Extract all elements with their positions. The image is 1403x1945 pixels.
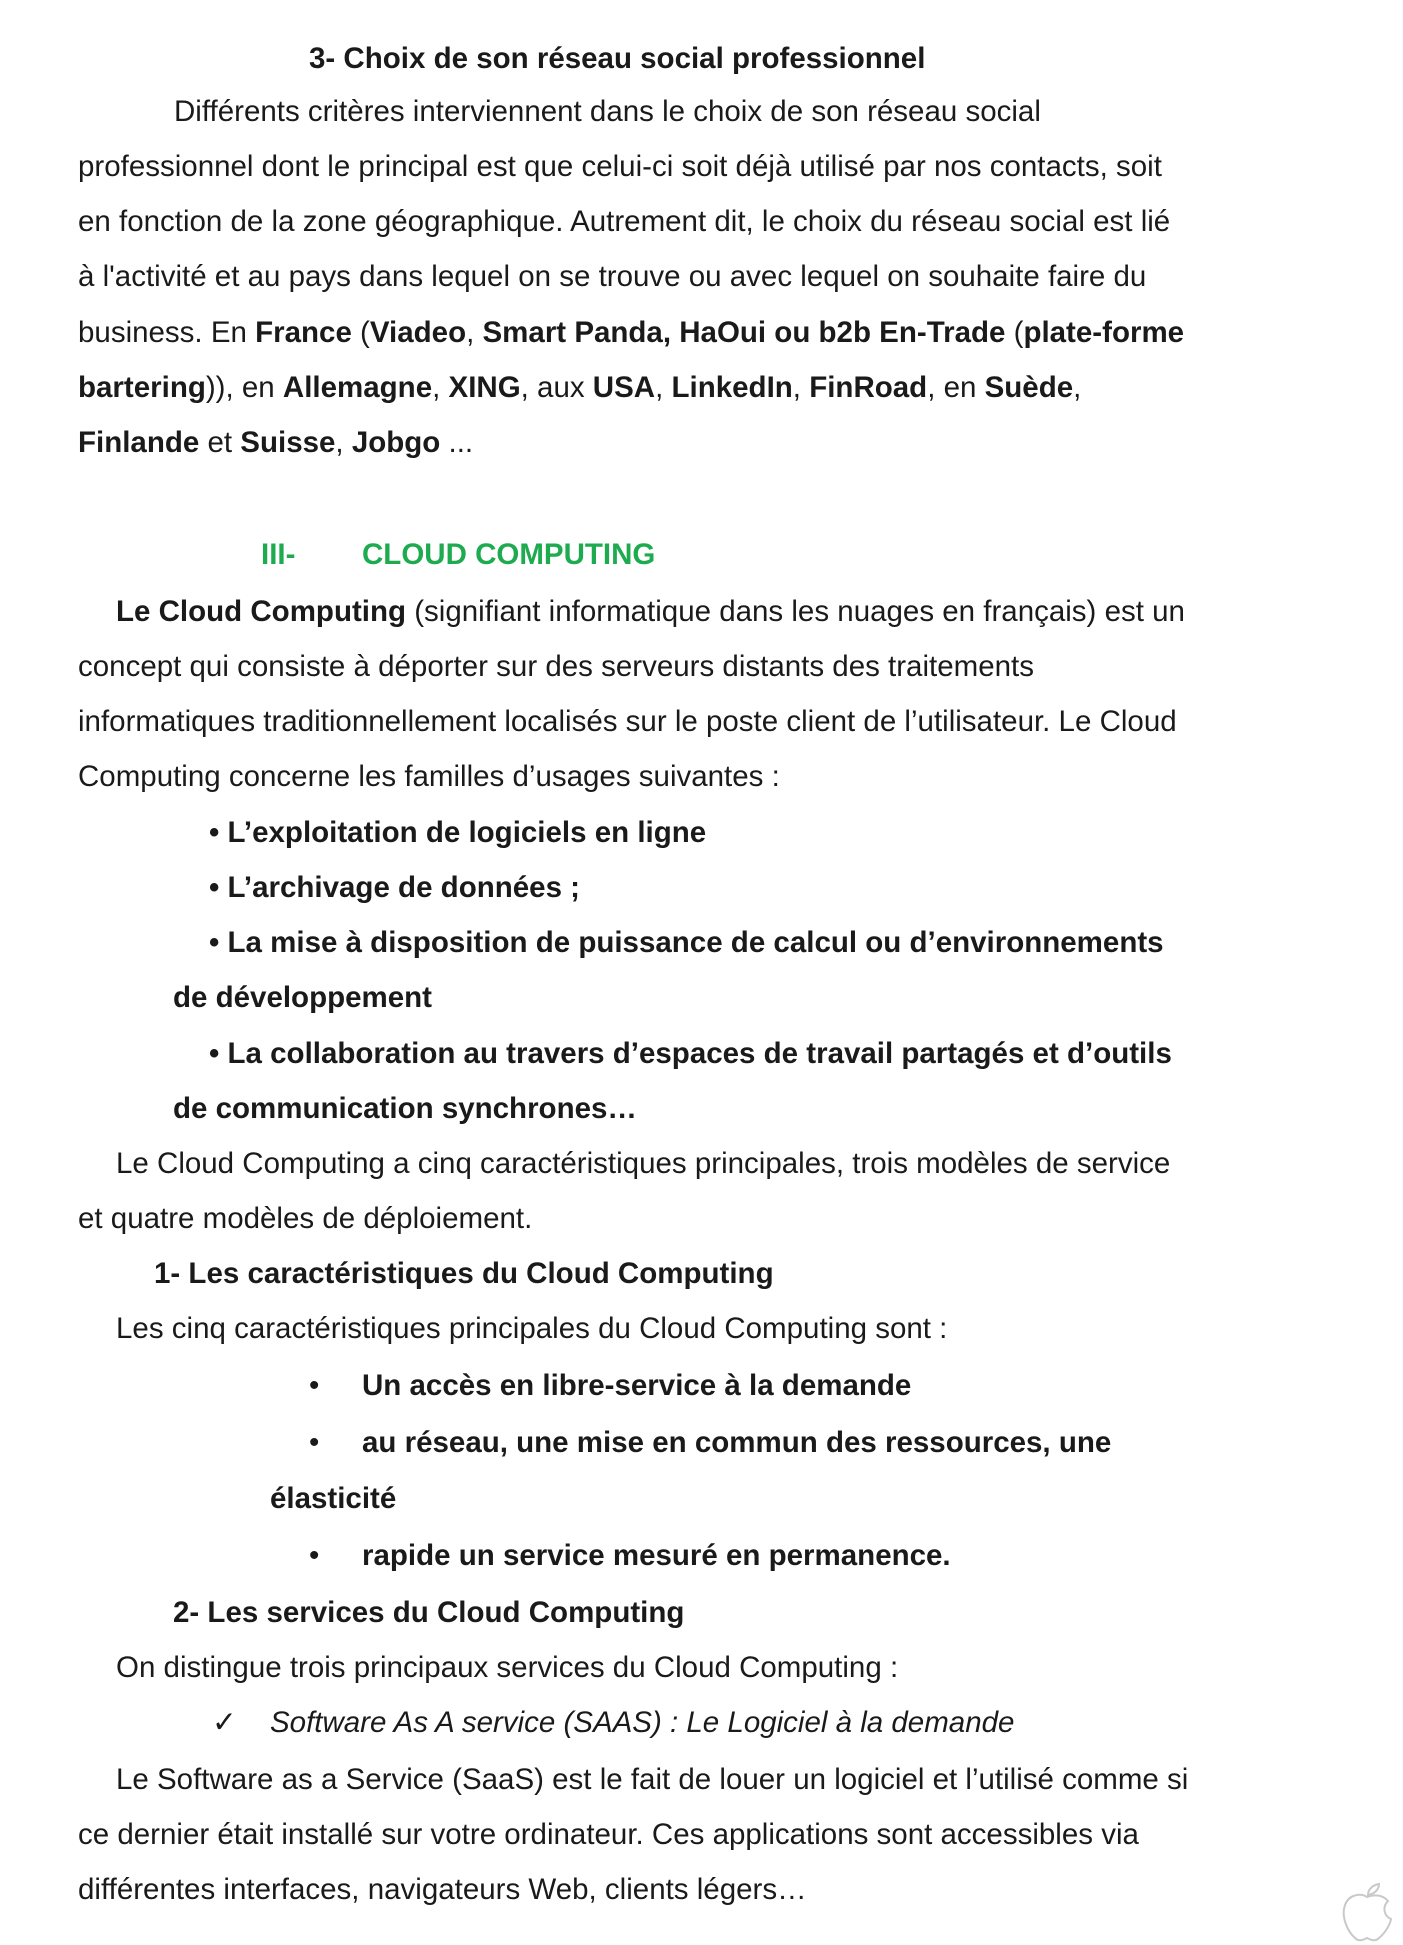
bullet-icon: • <box>309 1369 320 1402</box>
bullet-icon: • <box>309 1426 320 1459</box>
usage-item: • L’exploitation de logiciels en ligne <box>209 816 707 849</box>
subsection-1-title: 1- Les caractéristiques du Cloud Computing <box>154 1257 774 1290</box>
characteristic-item-continued: élasticité <box>270 1482 397 1515</box>
usage-item: • La collaboration au travers d’espaces de travail partagés et d’outils <box>209 1037 1172 1070</box>
checkmark-icon: ✓ <box>212 1706 237 1739</box>
subsection-2-intro: On distingue trois principaux services du Cloud Computing : <box>116 1651 899 1684</box>
section-3-title: 3- Choix de son réseau social professionnel <box>309 42 926 75</box>
paragraph-line: à l'activité et au pays dans lequel on se trouve ou avec lequel on souhaite faire du <box>78 260 1147 293</box>
bullet-icon: • <box>309 1539 320 1572</box>
intro-line-4: Computing concerne les familles d’usages suivantes : <box>78 760 780 793</box>
characteristic-item: Un accès en libre-service à la demande <box>362 1369 912 1402</box>
saas-paragraph-line-2: ce dernier était installé sur votre ordinateur. Ces applications sont accessibles via <box>78 1818 1139 1851</box>
summary-line-1: Le Cloud Computing a cinq caractéristiques principales, trois modèles de service <box>116 1147 1171 1180</box>
paragraph-line: professionnel dont le principal est que celui-ci soit déjà utilisé par nos contacts, soit <box>78 150 1162 183</box>
summary-line-2: et quatre modèles de déploiement. <box>78 1202 533 1235</box>
usage-item-continued: de développement <box>173 981 433 1014</box>
saas-item: Software As A service (SAAS) : Le Logiciel à la demande <box>270 1706 1015 1739</box>
apple-logo-icon <box>1337 1883 1403 1945</box>
intro-line-3: informatiques traditionnellement localisés sur le poste client de l’utilisateur. Le Cloud <box>78 705 1177 738</box>
networks-line-1: business. En France (Viadeo, Smart Panda, HaOui ou b2b En-Trade (plate-forme <box>78 316 1185 349</box>
characteristic-item: au réseau, une mise en commun des ressources, une <box>362 1426 1112 1459</box>
usage-item: • La mise à disposition de puissance de calcul ou d’environnements <box>209 926 1164 959</box>
usage-item: • L’archivage de données ; <box>209 871 580 904</box>
paragraph-line: Différents critères interviennent dans le choix de son réseau social <box>174 95 1041 128</box>
saas-paragraph-line-3: différentes interfaces, navigateurs Web, clients légers… <box>78 1873 807 1906</box>
usage-item-continued: de communication synchrones… <box>173 1092 637 1125</box>
paragraph-line: en fonction de la zone géographique. Autrement dit, le choix du réseau social est lié <box>78 205 1171 238</box>
section-iii-number: III- <box>261 538 296 571</box>
section-iii-title: CLOUD COMPUTING <box>362 538 656 571</box>
subsection-2-title: 2- Les services du Cloud Computing <box>173 1596 685 1629</box>
networks-line-3: Finlande et Suisse, Jobgo ... <box>78 426 474 459</box>
intro-line-2: concept qui consiste à déporter sur des serveurs distants des traitements <box>78 650 1034 683</box>
saas-paragraph-line-1: Le Software as a Service (SaaS) est le fait de louer un logiciel et l’utilisé comme si <box>116 1763 1189 1796</box>
intro-line-1: Le Cloud Computing (signifiant informatique dans les nuages en français) est un <box>116 595 1185 628</box>
subsection-1-intro: Les cinq caractéristiques principales du Cloud Computing sont : <box>116 1312 948 1345</box>
networks-line-2: bartering)), en Allemagne, XING, aux USA, LinkedIn, FinRoad, en Suède, <box>78 371 1082 404</box>
characteristic-item: rapide un service mesuré en permanence. <box>362 1539 951 1572</box>
